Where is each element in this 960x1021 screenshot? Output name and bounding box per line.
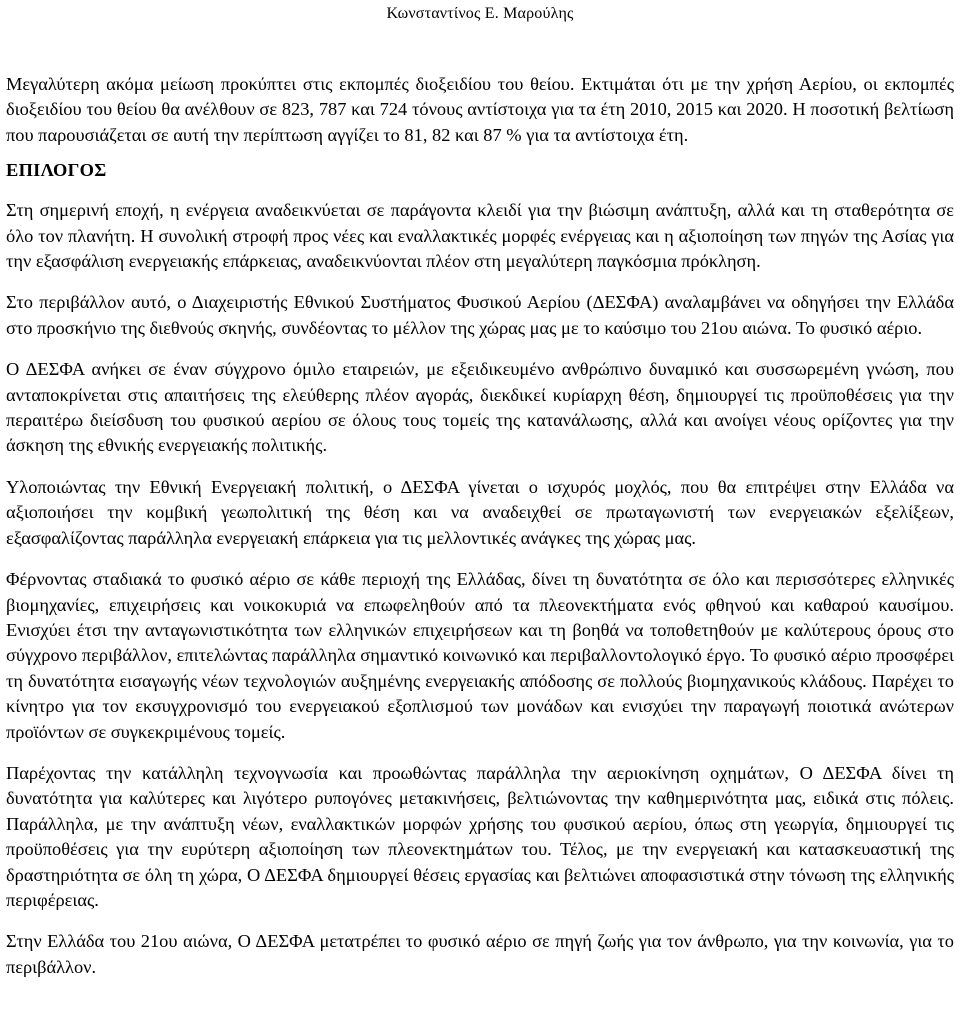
paragraph: Υλοποιώντας την Εθνική Ενεργειακή πολιτική, ο ΔΕΣΦΑ γίνεται ο ισχυρός μοχλός, που θα επιτρέψει στην Ελλάδα να αξιοποιήσει την κομβική γεωπολιτική της θέση και να αναδειχθεί σε πρωταγωνιστή των ενεργειακών εξελίξεων, εξασφαλίζοντας παράλληλα ενεργειακή επάρκεια για τις μελλοντικές ανάγκες της χώρας μας. [6,476,954,548]
running-header-author: Κωνσταντίνος Ε. Μαρούλης [386,5,574,22]
paragraph: Στην Ελλάδα του 21ου αιώνα, Ο ΔΕΣΦΑ μετατρέπει το φυσικό αέριο σε πηγή ζωής για τον άνθρωπο, για την κοινωνία, για το περιβάλλον. [6,931,954,977]
paragraph: Ο ΔΕΣΦΑ ανήκει σε έναν σύγχρονο όμιλο εταιρειών, με εξειδικευμένο ανθρώπινο δυναμικό και συσσωρεμένη γνώση, που ανταποκρίνεται στις απαιτήσεις της ελεύθερης πλέον αγοράς, διεκδικεί κυρίαρχη θέση, δημιουργεί τις προϋποθέσεις για την περαιτέρω διείσδυση του φυσικού αερίου σε όλους τους τομείς της κατανάλωσης, αλλά και ανοίγει νέους ορίζοντες για την άσκηση της εθνικής ενεργειακής πολιτικής. [6,359,954,456]
paragraph: Στο περιβάλλον αυτό, ο Διαχειριστής Εθνικού Συστήματος Φυσικού Αερίου (ΔΕΣΦΑ) αναλαμβάνει να οδηγήσει την Ελλάδα στο προσκήνιο της διεθνούς σκηνής, συνδέοντας το μέλλον της χώρας μας με το καύσιμο του 21ου αιώνα. Το φυσικό αέριο. [6,292,954,338]
paragraph: Στη σημερινή εποχή, η ενέργεια αναδεικνύεται σε παράγοντα κλειδί για την βιώσιμη ανάπτυξη, αλλά και τη σταθερότητα σε όλο τον πλανήτη. Η συνολική στροφή προς νέες και εναλλακτικές μορφές ενέργειας και η αξιοποίηση των πηγών της Ασίας για την εξασφάλιση ενεργειακής επάρκειας, αναδεικνύονται πλέον στη μεγαλύτερη παγκόσμια πρόκληση. [6,200,954,272]
intro-paragraph: Μεγαλύτερη ακόμα μείωση προκύπτει στις εκπομπές διοξειδίου του θείου. Εκτιμάται ότι με την χρήση Αερίου, οι εκπομπές διοξειδίου του θείου θα ανέλθουν σε 823, 787 και 724 τόνους αντίστοιχα για τα έτη 2010, 2015 και 2020. Η ποσοτική βελτίωση που παρουσιάζεται σε αυτή την περίπτωση αγγίζει το 81, 82 και 87 % για τα αντίστοιχα έτη. [6,74,954,145]
paragraph: Παρέχοντας την κατάλληλη τεχνογνωσία και προωθώντας παράλληλα την αεριοκίνηση οχημάτων, Ο ΔΕΣΦΑ δίνει τη δυνατότητα για καλύτερες και λιγότερο ρυπογόνες μετακινήσεις, βελτιώνοντας την καθημερινότητα μας, ειδικά στις πόλεις. Παράλληλα, με την ανάπτυξη νέων, εναλλακτικών μορφών χρήσης του φυσικού αερίου, όπως στη γεωργία, δημιουργεί τις προϋποθέσεις για την ευρύτερη αξιοποίηση των πλεονεκτημάτων του. Τέλος, με την ενεργειακή και κατασκευαστική της δραστηριότητα σε όλη τη χώρα, Ο ΔΕΣΦΑ δημιουργεί θέσεις εργασίας και βελτιώνει αποφασιστικά στην τόνωση της ελληνικής περιφέρειας. [6,762,954,910]
section-heading: ΕΠΙΛΟΓΟΣ [6,160,107,181]
paragraph: Φέρνοντας σταδιακά το φυσικό αέριο σε κάθε περιοχή της Ελλάδας, δίνει τη δυνατότητα σε όλο και περισσότερες ελληνικές βιομηχανίες, επιχειρήσεις και νοικοκυριά να επωφεληθούν από τα πλεονεκτήματα ενός φθηνού και καθαρού καυσίμου. Ενισχύει έτσι την ανταγωνιστικότητα των ελληνικών επιχειρήσεων και τη βοηθά να τοποθετηθούν με καλύτερους όρους στο σύγχρονο περιβάλλον, επιτελώντας παράλληλα σημαντικό κοινωνικό και περιβαλλοντολογικό έργο. Το φυσικό αέριο προσφέρει τη δυνατότητα εισαγωγής νέων τεχνολογιών αυξημένης ενεργειακής απόδοσης σε πολλούς βιομηχανικούς κλάδους. Παρέχει το κίνητρο για τον εκσυγχρονισμό του ενεργειακού εξοπλισμού των μονάδων και ενισχύει την παραγωγή ποιοτικά ανώτερων προϊόντων σε συγκεκριμένους τομείς. [6,569,954,742]
document-page [6,0,954,996]
